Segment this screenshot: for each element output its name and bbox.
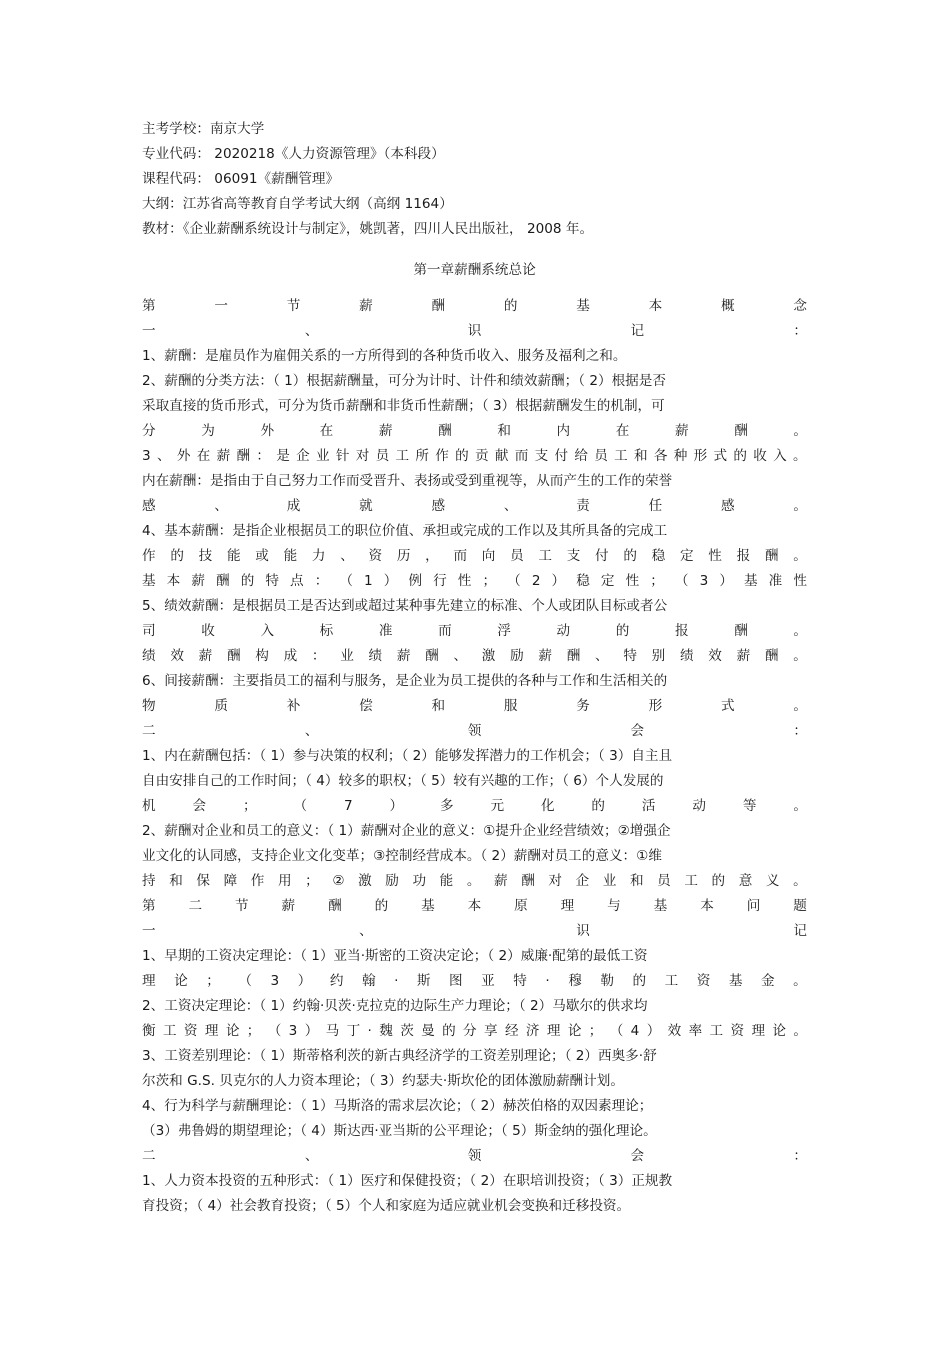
header-line: 专业代码： 2020218《人力资源管理》（本科段） [142, 146, 445, 162]
chapter-title: 第一章薪酬系统总论 [413, 262, 536, 278]
justified-text-line: 第 二 节 薪 酬 的 基 本 原 理 与 基 本 问 题 [142, 898, 807, 914]
text-line: 6、间接薪酬：主要指员工的福利与服务，是企业为员工提供的各种与工作和生活相关的 [142, 673, 668, 689]
text-line: 2、薪酬的分类方法：（ 1）根据薪酬量，可分为计时、计件和绩效薪酬；（ 2）根据是否 [142, 373, 666, 389]
justified-text-line: 一 、 识 记 ： [142, 323, 807, 339]
justified-text-line: 理 论 ； （ 3 ） 约 翰 · 斯 图 亚 特 · 穆 勒 的 工 资 基 金 。 [142, 973, 807, 989]
text-line: 尔茨和 G.S. 贝克尔的人力资本理论；（ 3）约瑟夫·斯坎伦的团体激励薪酬计划。 [142, 1073, 624, 1089]
justified-text-line: 衡 工 资 理 论 ； （ 3 ） 马 丁 · 魏 茨 曼 的 分 享 经 济 理 论 ； （ 4 ） 效 率 工 资 理 论 。 [142, 1023, 807, 1039]
header-line: 教材：《企业薪酬系统设计与制定》，姚凯著，四川人民出版社， 2008 年。 [142, 221, 594, 237]
justified-text-line: 第 一 节 薪 酬 的 基 本 概 念 [142, 298, 807, 314]
header-line: 大纲：江苏省高等教育自学考试大纲（高纲 1164） [142, 196, 453, 212]
text-line: 2、工资决定理论：（ 1）约翰·贝茨·克拉克的边际生产力理论；（ 2）马歇尔的供求均 [142, 998, 648, 1014]
text-line: 1、早期的工资决定理论：（ 1）亚当·斯密的工资决定论；（ 2）威廉·配第的最低工资 [142, 948, 648, 964]
text-line: 自由安排自己的工作时间；（ 4）较多的职权；（ 5）较有兴趣的工作；（ 6）个人发展的 [142, 773, 664, 789]
justified-text-line: 一 、 识 记 [142, 923, 807, 939]
text-line: 采取直接的货币形式，可分为货币薪酬和非货币性薪酬；（ 3）根据薪酬发生的机制，可 [142, 398, 665, 414]
document-body [142, 294, 807, 1219]
justified-text-line: 二 、 领 会 ： [142, 1148, 807, 1164]
text-line: 1、人力资本投资的五种形式：（ 1）医疗和保健投资；（ 2）在职培训投资；（ 3）正规教 [142, 1173, 673, 1189]
text-line: 3、工资差别理论：（ 1）斯蒂格利茨的新古典经济学的工资差别理论；（ 2）西奥多·舒 [142, 1048, 657, 1064]
header-line: 课程代码： 06091《薪酬管理》 [142, 171, 340, 187]
text-line: 4、基本薪酬：是指企业根据员工的职位价值、承担或完成的工作以及其所具备的完成工 [142, 523, 668, 539]
text-line: 4、行为科学与薪酬理论：（ 1）马斯洛的需求层次论；（ 2）赫茨伯格的双因素理论； [142, 1098, 653, 1114]
text-line: 2、薪酬对企业和员工的意义：（ 1）薪酬对企业的意义：①提升企业经营绩效；②增强企 [142, 823, 671, 839]
text-line: 5、绩效薪酬：是根据员工是否达到或超过某种事先建立的标准、个人或团队目标或者公 [142, 598, 668, 614]
text-line: 业文化的认同感，支持企业文化变革；③控制经营成本。（ 2）薪酬对员工的意义：①维 [142, 848, 662, 864]
justified-text-line: 二 、 领 会 ： [142, 723, 807, 739]
justified-text-line: 3 、 外 在 薪 酬 ： 是 企 业 针 对 员 工 所 作 的 贡 献 而 支 付 给 员 工 和 各 种 形 式 的 收 入 。 [142, 448, 807, 464]
text-line: 内在薪酬：是指由于自己努力工作而受晋升、表扬或受到重视等，从而产生的工作的荣誉 [142, 473, 673, 489]
text-line: 育投资；（ 4）社会教育投资；（ 5）个人和家庭为适应就业机会变换和迁移投资。 [142, 1198, 631, 1214]
justified-text-line: 机 会 ； （ 7 ） 多 元 化 的 活 动 等 。 [142, 798, 807, 814]
header-line: 主考学校：南京大学 [142, 121, 265, 137]
text-line: 1、薪酬：是雇员作为雇佣关系的一方所得到的各种货币收入、服务及福利之和。 [142, 348, 627, 364]
justified-text-line: 作 的 技 能 或 能 力 、 资 历 ， 而 向 员 工 支 付 的 稳 定 性 报 酬 。 [142, 548, 807, 564]
text-line: （3）弗鲁姆的期望理论；（ 4）斯达西·亚当斯的公平理论；（ 5）斯金纳的强化理论。 [142, 1123, 657, 1139]
justified-text-line: 司 收 入 标 准 而 浮 动 的 报 酬 。 [142, 623, 807, 639]
document-content [142, 117, 807, 1219]
text-line: 1、内在薪酬包括：（ 1）参与决策的权利；（ 2）能够发挥潜力的工作机会；（ 3）自主且 [142, 748, 673, 764]
justified-text-line: 物 质 补 偿 和 服 务 形 式 。 [142, 698, 807, 714]
justified-text-line: 感 、 成 就 感 、 责 任 感 。 [142, 498, 807, 514]
document-header [142, 117, 807, 242]
justified-text-line: 持 和 保 障 作 用 ； ② 激 励 功 能 。 薪 酬 对 企 业 和 员 工 的 意 义 。 [142, 873, 807, 889]
justified-text-line: 分 为 外 在 薪 酬 和 内 在 薪 酬 。 [142, 423, 807, 439]
justified-text-line: 基 本 薪 酬 的 特 点 ： （ 1 ） 例 行 性 ； （ 2 ） 稳 定 性 ； （ 3 ） 基 准 性 [142, 573, 807, 589]
justified-text-line: 绩 效 薪 酬 构 成 ： 业 绩 薪 酬 、 激 励 薪 酬 、 特 别 绩 效 薪 酬 。 [142, 648, 807, 664]
